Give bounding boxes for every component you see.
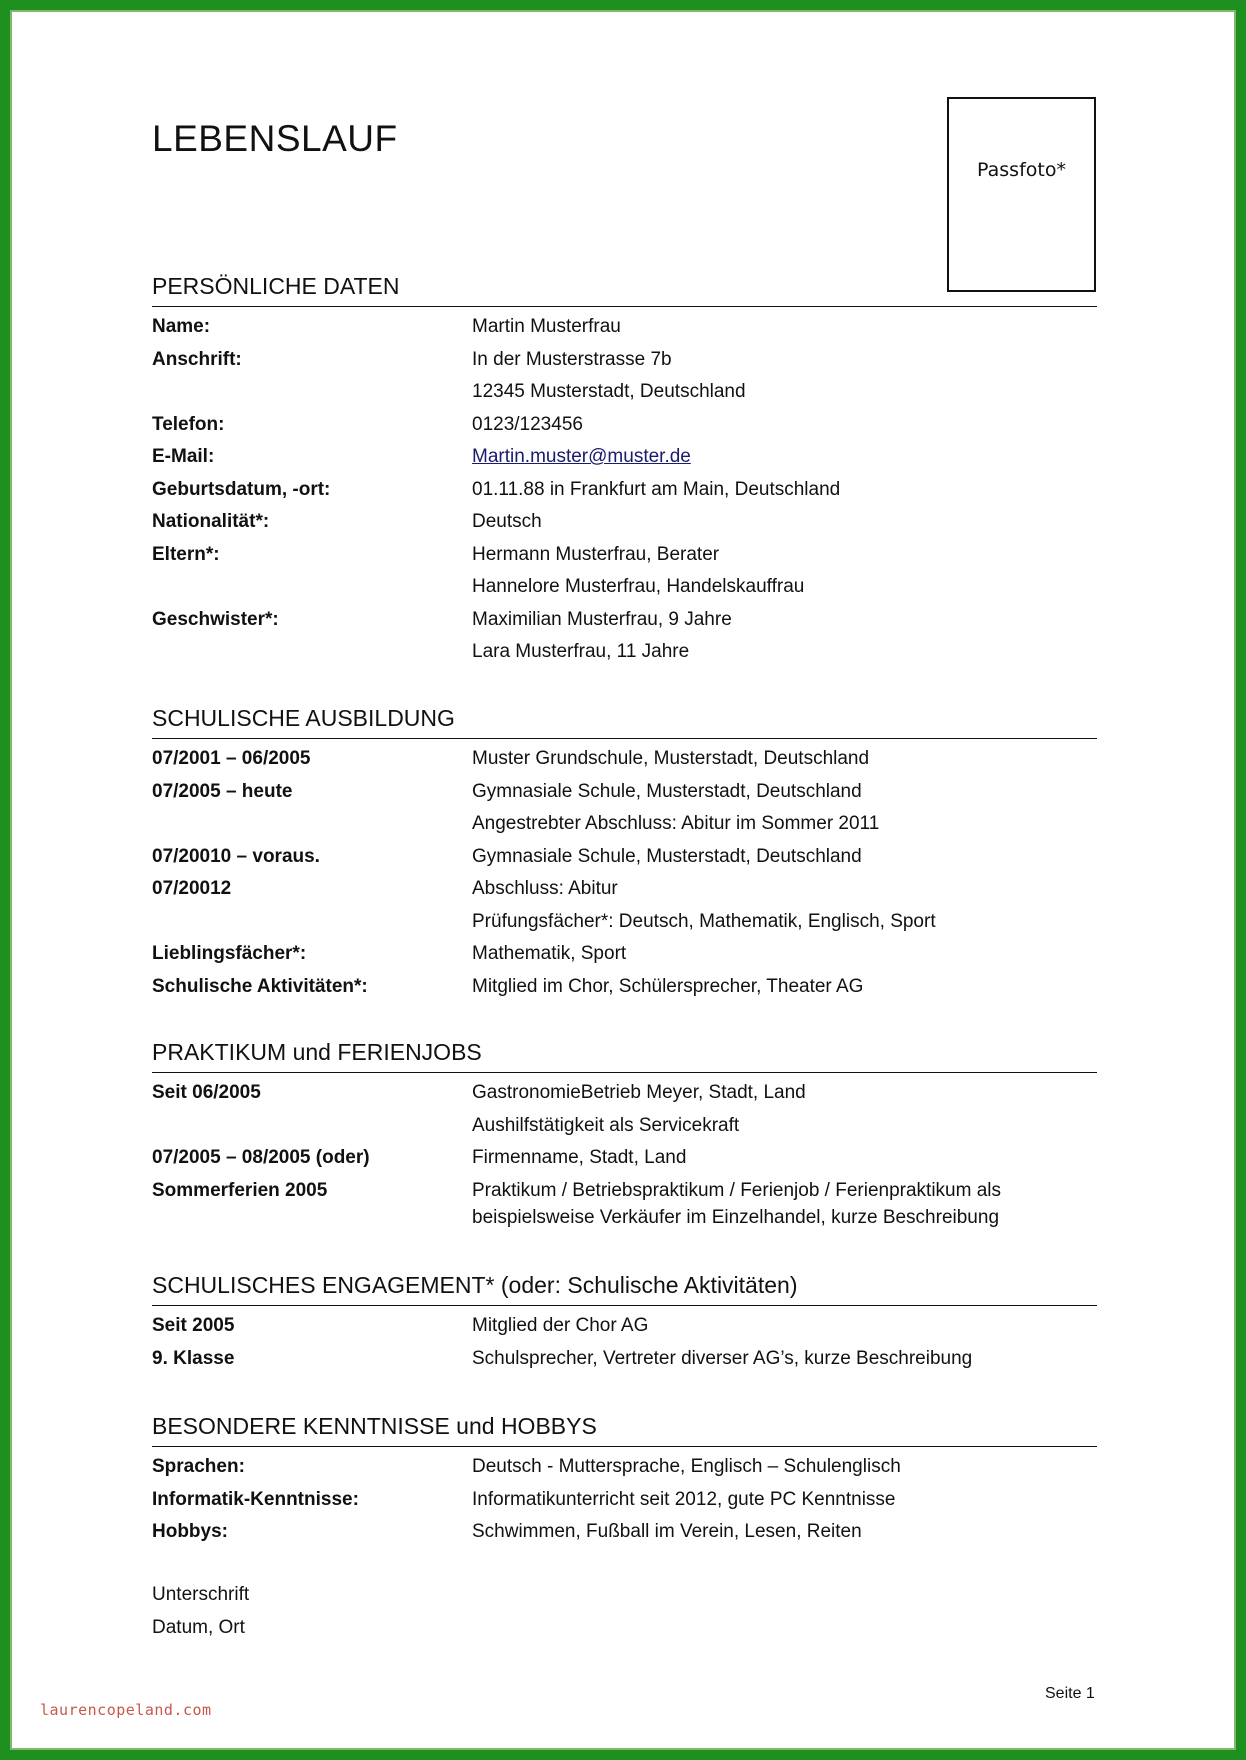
school-row [152, 808, 1097, 841]
internship-row [152, 1077, 1097, 1110]
row-label: Geschwister*: [152, 608, 279, 630]
section-skills [152, 1412, 1097, 1549]
personal-row-phone [152, 409, 1097, 442]
personal-row-birth [152, 474, 1097, 507]
row-value: Abschluss: Abitur [472, 878, 618, 899]
photo-label: Passfoto* [977, 159, 1066, 181]
personal-row-email [152, 441, 1097, 474]
photo-placeholder [947, 97, 1096, 292]
row-value: Angestrebter Abschluss: Abitur im Sommer 2011 [472, 813, 880, 834]
row-value: Muster Grundschule, Musterstadt, Deutschland [472, 748, 870, 769]
row-label: Name: [152, 316, 211, 337]
personal-row-address [152, 344, 1097, 377]
row-label: 07/2001 – 06/2005 [152, 748, 311, 769]
row-label: E-Mail: [152, 446, 215, 467]
row-value: 0123/123456 [472, 413, 583, 435]
row-label: Geburtsdatum, -ort: [152, 478, 331, 500]
row-label: Nationalität*: [152, 511, 270, 532]
internship-row [152, 1175, 1097, 1234]
row-value: Mathematik, Sport [472, 943, 627, 964]
row-label: Hobbys: [152, 1521, 228, 1542]
school-row [152, 906, 1097, 939]
school-row [152, 971, 1097, 1004]
school-row [152, 938, 1097, 971]
section-internship [152, 1038, 1097, 1234]
row-label [152, 1110, 472, 1143]
row-label: Eltern*: [152, 543, 220, 565]
signature-block [152, 1578, 249, 1644]
row-label: Sprachen: [152, 1456, 245, 1477]
personal-row-siblings-2 [152, 636, 1097, 669]
school-row [152, 873, 1097, 906]
school-row [152, 743, 1097, 776]
row-label: 07/20010 – voraus. [152, 845, 320, 867]
skills-row [152, 1484, 1097, 1517]
row-value [472, 441, 1097, 474]
row-value: 12345 Musterstadt, Deutschland [472, 381, 746, 402]
row-value: Maximilian Musterfrau, 9 Jahre [472, 608, 732, 630]
row-value: Deutsch [472, 511, 542, 532]
email-link[interactable]: Martin.muster@muster.de [472, 446, 691, 467]
skills-row [152, 1516, 1097, 1549]
row-value: Hannelore Musterfrau, Handelskauffrau [472, 576, 805, 597]
row-value: Informatikunterricht seit 2012, gute PC Kenntnisse [472, 1488, 896, 1510]
row-label: Seit 06/2005 [152, 1082, 261, 1103]
personal-row-address-2 [152, 376, 1097, 409]
row-value: Schwimmen, Fußball im Verein, Lesen, Reiten [472, 1521, 862, 1542]
signature-label: Unterschrift [152, 1584, 250, 1605]
row-value: Mitglied der Chor AG [472, 1315, 649, 1336]
section-heading: SCHULISCHE AUSBILDUNG [152, 704, 1097, 739]
row-label: Seit 2005 [152, 1315, 235, 1336]
section-heading: PRAKTIKUM und FERIENJOBS [152, 1038, 1097, 1073]
row-value: Firmenname, Stadt, Land [472, 1147, 687, 1168]
row-label: 07/2005 – 08/2005 (oder) [152, 1147, 370, 1168]
row-label: Informatik-Kenntnisse: [152, 1488, 359, 1510]
internship-row [152, 1142, 1097, 1175]
section-heading: PERSÖNLICHE DATEN [152, 272, 1097, 307]
row-label: Schulische Aktivitäten*: [152, 975, 368, 997]
page-number: Seite 1 [1045, 1685, 1095, 1702]
section-engagement [152, 1271, 1097, 1375]
row-label [152, 636, 472, 669]
personal-row-nationality [152, 506, 1097, 539]
section-heading: SCHULISCHES ENGAGEMENT* (oder: Schulische Aktivitäten) [152, 1271, 1097, 1306]
row-label [152, 906, 472, 939]
school-row [152, 776, 1097, 809]
personal-row-parents-2 [152, 571, 1097, 604]
skills-row [152, 1451, 1097, 1484]
row-value: Hermann Musterfrau, Berater [472, 543, 720, 565]
row-value: Aushilfstätigkeit als Servicekraft [472, 1114, 740, 1136]
row-value: Schulsprecher, Vertreter diverser AG’s, kurze Beschreibung [472, 1347, 973, 1369]
row-label: Sommerferien 2005 [152, 1179, 328, 1201]
row-value: Deutsch - Muttersprache, Englisch – Schulenglisch [472, 1456, 901, 1477]
row-value: Gymnasiale Schule, Musterstadt, Deutschland [472, 780, 862, 802]
engagement-row [152, 1310, 1097, 1343]
row-value: Prüfungsfächer*: Deutsch, Mathematik, Englisch, Sport [472, 910, 936, 932]
row-label: Lieblingsfächer*: [152, 943, 307, 964]
internship-row [152, 1110, 1097, 1143]
row-label: Telefon: [152, 413, 225, 435]
row-label [152, 808, 472, 841]
row-value: 01.11.88 in Frankfurt am Main, Deutschland [472, 478, 841, 500]
engagement-row [152, 1343, 1097, 1376]
row-value: In der Musterstrasse 7b [472, 348, 672, 370]
row-label [152, 376, 472, 409]
section-school [152, 704, 1097, 1003]
document-title: LEBENSLAUF [152, 118, 398, 159]
row-label: 07/2005 – heute [152, 780, 293, 802]
watermark: laurencopeland.com [40, 1701, 212, 1719]
section-personal [152, 272, 1097, 669]
row-label: 9. Klasse [152, 1347, 235, 1369]
row-value: Gymnasiale Schule, Musterstadt, Deutschland [472, 845, 862, 867]
row-value: Mitglied im Chor, Schülersprecher, Theater AG [472, 975, 864, 997]
row-value: GastronomieBetrieb Meyer, Stadt, Land [472, 1082, 806, 1103]
personal-row-name [152, 311, 1097, 344]
row-value: Lara Musterfrau, 11 Jahre [472, 641, 690, 662]
row-value: Praktikum / Betriebspraktikum / Ferienjob / Ferienpraktikum als beispielsweise Verkäufer im Einzelhandel, kurze Beschreibung [472, 1179, 1002, 1228]
row-label [152, 571, 472, 604]
row-value: Martin Musterfrau [472, 316, 621, 337]
section-heading: BESONDERE KENNTNISSE und HOBBYS [152, 1412, 1097, 1447]
row-label: 07/20012 [152, 878, 232, 899]
date-place-label: Datum, Ort [152, 1617, 245, 1638]
personal-row-siblings [152, 604, 1097, 637]
school-row [152, 841, 1097, 874]
personal-row-parents [152, 539, 1097, 572]
row-label: Anschrift: [152, 348, 242, 370]
